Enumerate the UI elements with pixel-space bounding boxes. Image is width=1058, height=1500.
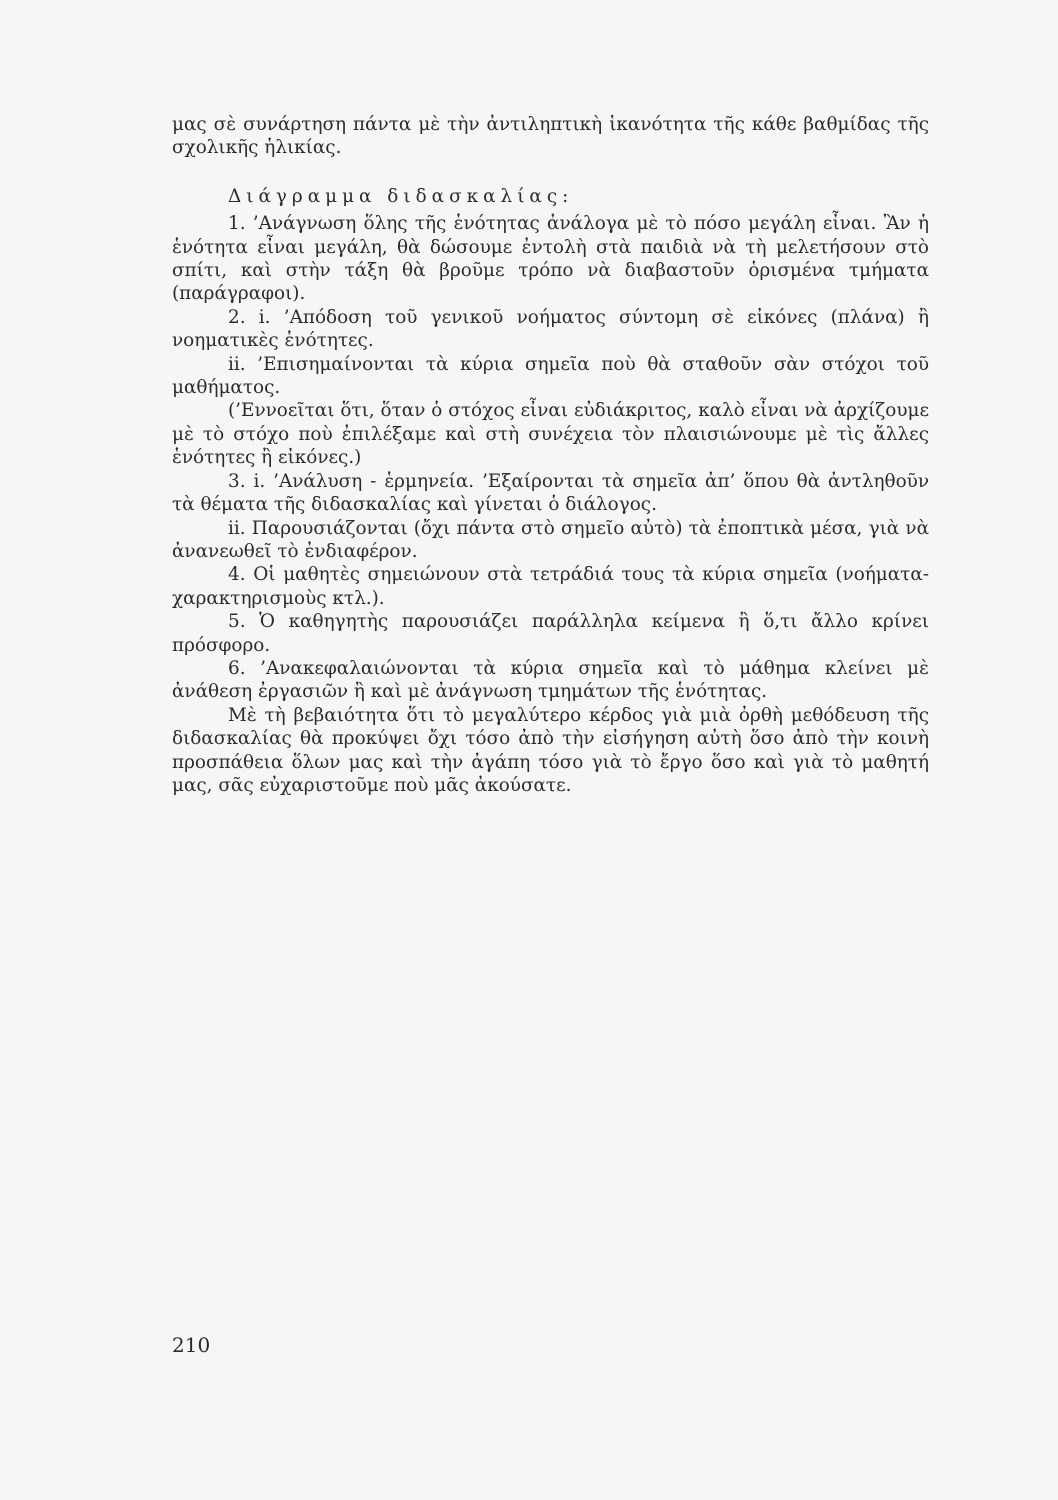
step-2-ii: ii. ’Επισημαίνονται τὰ κύρια σημεῖα ποὺ θὰ σταθοῦν σὰν στόχοι τοῦ μαθήματος. — [172, 353, 929, 399]
step-1: 1. ’Ανάγνωση ὅλης τῆς ἑνότητας ἀνάλογα μὲ τὸ πόσο μεγάλη εἶναι. Ἂν ἡ ἑνότητα εἶναι μεγάλη, θὰ δώσουμε ἐντολὴ στὰ παιδιὰ νὰ τὴ μελετήσουν στὸ σπίτι, καὶ στὴν τάξη θὰ βροῦμε τρόπο νὰ διαβαστοῦν ὁρισμένα τμήματα (παράγραφοι). — [172, 213, 929, 305]
step-4: 4. Οἱ μαθητὲς σημειώνουν στὰ τετράδιά τους τὰ κύρια σημεῖα (νοήματα-χαρακτηρισμοὺς κτλ.). — [172, 564, 929, 609]
step-2-note: (’Εννοεῖται ὅτι, ὅταν ὁ στόχος εἶναι εὐδιάκριτος, καλὸ εἶναι νὰ ἀρχίζουμε μὲ τὸ στόχο ποὺ ἐπιλέξαμε καὶ στὴ συνέχεια τὸν πλαισιώνουμε μὲ τὶς ἄλλες ἑνότητες ἢ εἰκόνες.) — [172, 400, 929, 469]
page-body — [172, 113, 929, 797]
step-3-i: 3. i. ’Ανάλυση - ἑρμηνεία. ’Εξαίρονται τὰ σημεῖα ἀπ’ ὅπου θὰ ἀντληθοῦν τὰ θέματα τῆς διδασκαλίας καὶ γίνεται ὁ διάλογος. — [172, 470, 929, 516]
closing-paragraph: Μὲ τὴ βεβαιότητα ὅτι τὸ μεγαλύτερο κέρδος γιὰ μιὰ ὀρθὴ μεθόδευση τῆς διδασκαλίας θὰ προκύψει ὄχι τόσο ἀπὸ τὴν εἰσήγηση αὐτὴ ὅσο ἀπὸ τὴν κοινὴ προσπάθεια ὅλων μας καὶ τὴν ἀγάπη τόσο γιὰ τὸ ἔργο ὅσο καὶ γιὰ τὸ μαθητή μας, σᾶς εὐχαριστοῦμε ποὺ μᾶς ἀκούσατε. — [172, 704, 929, 796]
step-5: 5. Ὁ καθηγητὴς παρουσιάζει παράλληλα κείμενα ἢ ὅ,τι ἄλλο κρίνει πρόσφορο. — [172, 611, 929, 656]
section-heading: Διάγραμμα διδασκαλίας: — [228, 185, 574, 207]
spacer — [172, 160, 929, 185]
step-3-ii: ii. Παρουσιάζονται (ὄχι πάντα στὸ σημεῖο αὐτὸ) τὰ ἐποπτικὰ μέσα, γιὰ νὰ ἀνανεωθεῖ τὸ ἐνδιαφέρον. — [172, 517, 929, 562]
step-6: 6. ’Ανακεφαλαιώνονται τὰ κύρια σημεῖα καὶ τὸ μάθημα κλείνει μὲ ἀνάθεση ἐργασιῶν ἢ καὶ μὲ ἀνάγνωση τμημάτων τῆς ἑνότητας. — [172, 657, 929, 703]
page-number: 210 — [172, 1333, 211, 1357]
step-2-i: 2. i. ’Απόδοση τοῦ γενικοῦ νοήματος σύντομη σὲ εἰκόνες (πλάνα) ἢ νοηματικὲς ἑνότητες. — [172, 306, 929, 352]
paragraph-continuation: μας σὲ συνάρτηση πάντα μὲ τὴν ἀντιληπτικὴ ἱκανότητα τῆς κάθε βαθμίδας τῆς σχολικῆς ἡλικίας. — [172, 114, 929, 159]
